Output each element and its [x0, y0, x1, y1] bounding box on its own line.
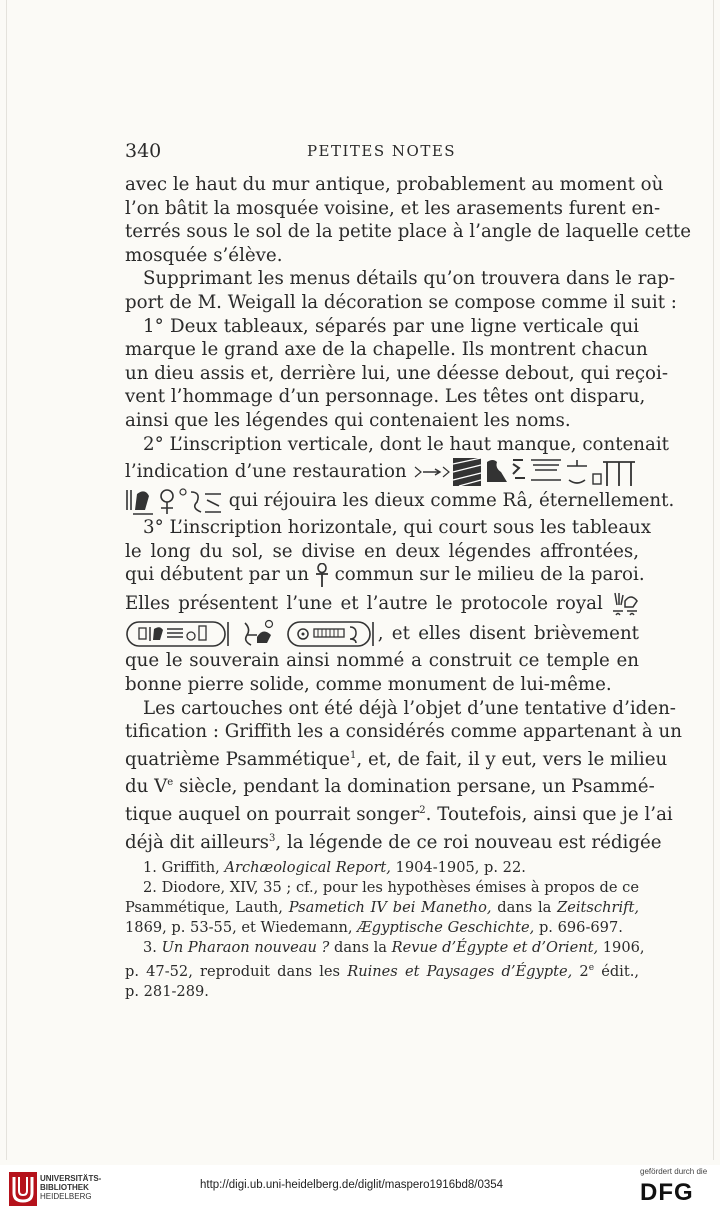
- text-line: [125, 799, 673, 827]
- text-line: vent l’hommage d’un personnage. Les têtes ont disparu,: [125, 386, 646, 408]
- text-line: 3° L’inscription horizontale, qui court sous les tableaux: [143, 517, 652, 539]
- text-line: bonne pierre solide, comme monument de lui-même.: [125, 673, 612, 695]
- university-library-logo-icon[interactable]: [8, 1171, 38, 1207]
- ankh-icon: [315, 563, 329, 587]
- cartouche-2-icon: [286, 619, 378, 649]
- text-segment: dans la: [329, 939, 392, 956]
- text-segment: édit.,: [594, 962, 639, 980]
- text-segment: p. 696-697.: [534, 919, 623, 936]
- hieroglyph-royal-title-icon: [611, 591, 639, 617]
- permalink-url[interactable]: http://digi.ub.uni-heidelberg.de/diglit/maspero1916bd8/0354: [200, 1179, 504, 1191]
- footnotes: [125, 858, 645, 1002]
- text-line: mosquée s’élève.: [125, 244, 283, 266]
- text-segment: . Toutefois, ainsi que je l’ai: [425, 804, 673, 826]
- text-segment-italic: Psametich IV bei Manetho,: [288, 899, 492, 916]
- text-segment: qui débutent par un: [125, 564, 309, 586]
- text-segment-italic: Un Pharaon nouveau ?: [161, 939, 330, 956]
- text-line: [125, 827, 662, 855]
- page-header: [125, 140, 638, 168]
- text-line-with-hieroglyphs: [125, 486, 675, 516]
- library-name-line: HEIDELBERG: [40, 1192, 92, 1201]
- text-line-with-hieroglyphs: [125, 591, 639, 619]
- text-segment: , la légende de ce roi nouveau est rédigée: [275, 831, 662, 853]
- text-line: ainsi que les légendes qui contenaient les noms.: [125, 409, 571, 431]
- hieroglyph-cartouche-prefix-icon: [125, 486, 223, 516]
- text-line: [125, 744, 668, 772]
- text-line-with-hieroglyphs: [125, 456, 639, 486]
- footnote-1: [125, 858, 639, 878]
- paragraph-3: [125, 315, 668, 433]
- hieroglyph-group-icon: [451, 456, 639, 488]
- footnote-3-line-2: [125, 958, 639, 982]
- page-edge-left: [6, 0, 7, 1160]
- text-line: Les cartouches ont été déjà l’objet d’une tentative d’iden-: [143, 697, 676, 719]
- text-segment-italic: Ruines et Paysages d’Égypte,: [347, 962, 573, 980]
- library-name-line: UNIVERSITÄTS-: [40, 1174, 102, 1183]
- text-line: que le souverain ainsi nommé a construit ce temple en: [125, 650, 639, 672]
- text-segment: tique auquel on pourrait songer: [125, 804, 420, 826]
- hieroglyph-arrow-icon: [413, 465, 451, 479]
- library-name: [40, 1174, 101, 1201]
- footnote-3-line-1: [125, 938, 645, 958]
- text-line-with-ankh: [125, 563, 645, 591]
- footnote-2-line-1: 2. Diodore, XIV, 35 ; cf., pour les hypothèses émises à propos de ce: [143, 879, 639, 896]
- text-line: terrés sous le sol de la petite place à l’angle de laquelle cette: [125, 221, 691, 243]
- text-line-with-cartouches: [125, 619, 639, 649]
- text-segment: p. 47-52, reproduit dans les: [125, 962, 348, 980]
- cartouche-1-icon: [125, 619, 233, 649]
- text-segment: 1904-1905, p. 22.: [390, 859, 526, 876]
- footnote-ref-1[interactable]: 1: [350, 749, 357, 761]
- sponsor-label: gefördert durch die: [640, 1167, 708, 1176]
- paragraph-6: [125, 697, 682, 855]
- paragraph-2: [125, 267, 677, 314]
- text-segment: 2: [572, 962, 589, 980]
- text-line: le long du sol, se divise en deux légendes affrontées,: [125, 540, 639, 562]
- text-segment: siècle, pendant la domination persane, un Psammé-: [173, 776, 655, 798]
- text-segment: déjà dit ailleurs: [125, 831, 270, 853]
- text-segment: Elles présentent l’une et l’autre le protocole royal: [125, 593, 603, 615]
- footnote-3-line-3: p. 281-289.: [125, 982, 209, 1000]
- superscript: e: [588, 963, 595, 973]
- dfg-logo[interactable]: DFG: [640, 1179, 694, 1206]
- page-number: 340: [125, 140, 162, 162]
- text-segment: 1. Griffith,: [143, 859, 225, 876]
- page-edge-right: [713, 0, 714, 1160]
- hieroglyph-sa-ra-icon: [241, 619, 277, 649]
- text-line: l’on bâtit la mosquée voisine, et les arasements furent en-: [125, 197, 661, 219]
- text-segment: 3.: [143, 939, 162, 956]
- text-segment: quatrième Psammétique: [125, 748, 350, 770]
- running-title: PETITES NOTES: [306, 142, 457, 160]
- text-segment: dans la: [491, 899, 558, 916]
- text-line: tification : Griffith les a considérés comme appartenant à un: [125, 721, 682, 743]
- text-segment: l’indication d’une restauration: [125, 461, 407, 483]
- paragraph-1: [125, 173, 691, 267]
- text-line: port de M. Weigall la décoration se compose comme il suit :: [125, 291, 677, 313]
- text-segment: 1906,: [598, 939, 645, 956]
- body-text: [125, 173, 691, 854]
- text-segment-italic: Ægyptische Geschichte,: [357, 919, 535, 936]
- footnote-ref-3[interactable]: 3: [269, 832, 276, 844]
- footnote-ref-2[interactable]: 2: [419, 805, 426, 816]
- text-segment-italic: Zeitschrift,: [557, 899, 640, 916]
- text-segment: commun sur le milieu de la paroi.: [334, 564, 645, 586]
- text-segment: , et elles disent brièvement: [377, 623, 639, 645]
- text-line: 2° L’inscription verticale, dont le haut manque, contenait: [143, 433, 669, 455]
- text-segment-italic: Archæological Report,: [224, 859, 391, 876]
- text-segment: 1869, p. 53-55, et Wiedemann,: [125, 919, 358, 936]
- text-line: [125, 771, 655, 799]
- library-name-line: BIBLIOTHEK: [40, 1183, 89, 1192]
- text-segment: , et, de fait, il y eut, vers le milieu: [356, 748, 668, 770]
- paragraph-4: [125, 433, 675, 517]
- text-line: 1° Deux tableaux, séparés par une ligne verticale qui: [143, 315, 639, 337]
- superscript: e: [167, 777, 174, 789]
- text-segment: du V: [125, 776, 168, 798]
- text-line: Supprimant les menus détails qu’on trouvera dans le rap-: [143, 268, 676, 290]
- text-line: avec le haut du mur antique, probablement au moment où: [125, 174, 664, 195]
- text-segment: Psammétique, Lauth,: [125, 899, 289, 916]
- text-segment-italic: Revue d’Égypte et d’Orient,: [391, 939, 599, 956]
- footnote-2-line-3: [125, 918, 639, 938]
- viewer-footer: [0, 1165, 720, 1213]
- text-segment: qui réjouira les dieux comme Râ, éternellement.: [228, 490, 675, 512]
- text-line: un dieu assis et, derrière lui, une déesse debout, qui reçoi-: [125, 362, 668, 384]
- text-line: marque le grand axe de la chapelle. Ils montrent chacun: [125, 339, 648, 361]
- paragraph-5: [125, 516, 652, 696]
- footnote-2-line-2: [125, 898, 639, 918]
